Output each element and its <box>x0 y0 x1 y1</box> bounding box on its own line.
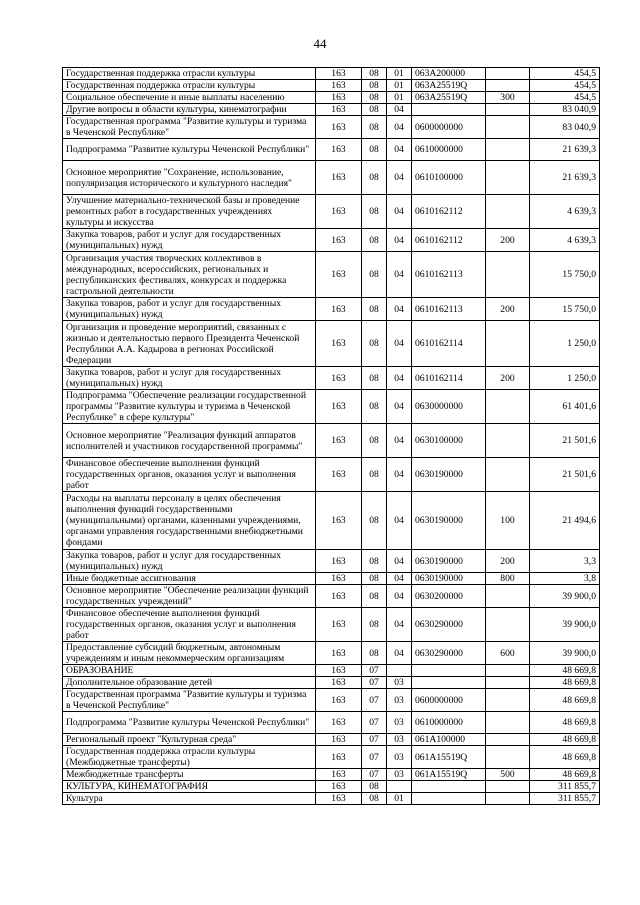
cell-sum: 48 669,8 <box>530 734 600 746</box>
cell-csr: 0600000000 <box>412 116 486 139</box>
cell-rz: 08 <box>362 573 387 585</box>
cell-adm: 163 <box>316 734 362 746</box>
cell-pr: 04 <box>387 195 412 229</box>
table-row <box>63 642 600 665</box>
table-row <box>63 458 600 492</box>
cell-csr: 0630190000 <box>412 550 486 573</box>
cell-rz: 08 <box>362 367 387 390</box>
cell-adm: 163 <box>316 298 362 321</box>
table-row <box>63 746 600 769</box>
cell-sum: 21 639,3 <box>530 161 600 195</box>
cell-vr <box>486 161 530 195</box>
cell-pr: 01 <box>387 92 412 104</box>
table-row <box>63 390 600 424</box>
cell-sum: 21 501,6 <box>530 424 600 458</box>
cell-sum: 4 639,3 <box>530 195 600 229</box>
cell-vr <box>486 781 530 793</box>
cell-adm: 163 <box>316 161 362 195</box>
table-row <box>63 321 600 367</box>
cell-sum: 3,3 <box>530 550 600 573</box>
table-row <box>63 116 600 139</box>
cell-csr: 0630200000 <box>412 585 486 608</box>
cell-sum: 39 900,0 <box>530 608 600 642</box>
cell-pr: 04 <box>387 161 412 195</box>
table-row <box>63 781 600 793</box>
table-row <box>63 298 600 321</box>
cell-sum: 15 750,0 <box>530 252 600 298</box>
cell-vr: 200 <box>486 229 530 252</box>
cell-rz: 08 <box>362 424 387 458</box>
cell-sum: 83 040,9 <box>530 104 600 116</box>
cell-vr <box>486 116 530 139</box>
cell-rz: 08 <box>362 458 387 492</box>
cell-adm: 163 <box>316 458 362 492</box>
cell-csr: 0630190000 <box>412 492 486 550</box>
cell-name: КУЛЬТУРА, КИНЕМАТОГРАФИЯ <box>63 781 316 793</box>
cell-name: Государственная поддержка отрасли культуры (Межбюджетные трансферты) <box>63 746 316 769</box>
cell-rz: 07 <box>362 746 387 769</box>
cell-sum: 21 639,3 <box>530 139 600 161</box>
cell-csr <box>412 665 486 677</box>
cell-sum: 21 494,6 <box>530 492 600 550</box>
cell-name: Основное мероприятие "Обеспечение реализации функций государственных учреждений" <box>63 585 316 608</box>
cell-adm: 163 <box>316 252 362 298</box>
cell-vr <box>486 712 530 734</box>
cell-csr: 0610162112 <box>412 229 486 252</box>
cell-adm: 163 <box>316 793 362 805</box>
cell-name: Подпрограмма "Обеспечение реализации государственной программы "Развитие культуры и туризма в Чеченской Республике" в сфере культуры" <box>63 390 316 424</box>
table-row <box>63 139 600 161</box>
cell-adm: 163 <box>316 608 362 642</box>
table-row <box>63 769 600 781</box>
cell-sum: 39 900,0 <box>530 585 600 608</box>
cell-adm: 163 <box>316 424 362 458</box>
cell-pr <box>387 665 412 677</box>
table-row <box>63 573 600 585</box>
cell-adm: 163 <box>316 689 362 712</box>
cell-rz: 08 <box>362 793 387 805</box>
cell-pr: 03 <box>387 734 412 746</box>
table-row <box>63 492 600 550</box>
cell-csr: 061A15519Q <box>412 746 486 769</box>
cell-adm: 163 <box>316 321 362 367</box>
cell-rz: 08 <box>362 550 387 573</box>
cell-csr: 061A100000 <box>412 734 486 746</box>
cell-name: Закупка товаров, работ и услуг для государственных (муниципальных) нужд <box>63 298 316 321</box>
cell-csr: 0630290000 <box>412 642 486 665</box>
cell-name: Государственная программа "Развитие культуры и туризма в Чеченской Республике" <box>63 116 316 139</box>
cell-rz: 08 <box>362 139 387 161</box>
cell-csr: 0610162113 <box>412 298 486 321</box>
table-row <box>63 68 600 80</box>
cell-csr: 0630290000 <box>412 608 486 642</box>
cell-name: Региональный проект "Культурная среда" <box>63 734 316 746</box>
cell-rz: 08 <box>362 195 387 229</box>
cell-pr: 04 <box>387 252 412 298</box>
cell-vr: 200 <box>486 298 530 321</box>
cell-pr: 03 <box>387 746 412 769</box>
cell-sum: 311 855,7 <box>530 793 600 805</box>
cell-vr <box>486 195 530 229</box>
table-row <box>63 80 600 92</box>
budget-table-body <box>63 68 600 805</box>
cell-name: Организация и проведение мероприятий, связанных с жизнью и деятельностью первого Президента Чеченской Республики А.А. Кадырова в регионах Российской Федерации <box>63 321 316 367</box>
cell-vr <box>486 746 530 769</box>
cell-sum: 48 669,8 <box>530 746 600 769</box>
cell-adm: 163 <box>316 585 362 608</box>
cell-pr: 04 <box>387 367 412 390</box>
cell-name: Дополнительное образование детей <box>63 677 316 689</box>
cell-pr: 04 <box>387 139 412 161</box>
cell-vr <box>486 585 530 608</box>
cell-adm: 163 <box>316 104 362 116</box>
budget-table <box>62 67 600 805</box>
table-row <box>63 585 600 608</box>
cell-pr: 04 <box>387 550 412 573</box>
cell-adm: 163 <box>316 492 362 550</box>
cell-csr: 0610000000 <box>412 712 486 734</box>
cell-name: Финансовое обеспечение выполнения функций государственных органов, оказания услуг и выполнения работ <box>63 458 316 492</box>
cell-rz: 08 <box>362 781 387 793</box>
cell-sum: 1 250,0 <box>530 367 600 390</box>
cell-pr: 01 <box>387 68 412 80</box>
cell-rz: 07 <box>362 677 387 689</box>
table-row <box>63 665 600 677</box>
cell-adm: 163 <box>316 677 362 689</box>
cell-vr: 800 <box>486 573 530 585</box>
cell-csr: 0610162114 <box>412 367 486 390</box>
cell-vr <box>486 104 530 116</box>
cell-sum: 83 040,9 <box>530 116 600 139</box>
cell-pr: 04 <box>387 321 412 367</box>
cell-rz: 07 <box>362 734 387 746</box>
cell-vr: 100 <box>486 492 530 550</box>
cell-vr <box>486 80 530 92</box>
cell-rz: 08 <box>362 68 387 80</box>
cell-pr: 04 <box>387 492 412 550</box>
cell-vr: 300 <box>486 92 530 104</box>
cell-pr: 04 <box>387 298 412 321</box>
cell-vr: 600 <box>486 642 530 665</box>
table-row <box>63 161 600 195</box>
cell-sum: 454,5 <box>530 80 600 92</box>
cell-vr <box>486 677 530 689</box>
table-row <box>63 92 600 104</box>
cell-rz: 08 <box>362 104 387 116</box>
cell-sum: 39 900,0 <box>530 642 600 665</box>
cell-vr <box>486 424 530 458</box>
cell-vr <box>486 608 530 642</box>
cell-csr: 0610162113 <box>412 252 486 298</box>
cell-name: Подпрограмма "Развитие культуры Чеченской Республики" <box>63 712 316 734</box>
cell-csr: 0610162112 <box>412 195 486 229</box>
cell-vr <box>486 665 530 677</box>
cell-name: Межбюджетные трансферты <box>63 769 316 781</box>
cell-rz: 08 <box>362 390 387 424</box>
cell-name: ОБРАЗОВАНИЕ <box>63 665 316 677</box>
cell-vr <box>486 252 530 298</box>
cell-name: Другие вопросы в области культуры, кинематографии <box>63 104 316 116</box>
cell-vr: 200 <box>486 550 530 573</box>
table-row <box>63 793 600 805</box>
cell-rz: 08 <box>362 321 387 367</box>
cell-pr: 03 <box>387 769 412 781</box>
cell-vr <box>486 321 530 367</box>
cell-vr: 500 <box>486 769 530 781</box>
cell-adm: 163 <box>316 781 362 793</box>
cell-csr <box>412 104 486 116</box>
cell-name: Государственная поддержка отрасли культуры <box>63 68 316 80</box>
cell-rz: 08 <box>362 161 387 195</box>
cell-vr <box>486 458 530 492</box>
cell-csr: 0600000000 <box>412 689 486 712</box>
cell-pr: 01 <box>387 793 412 805</box>
cell-adm: 163 <box>316 80 362 92</box>
cell-pr <box>387 781 412 793</box>
cell-pr: 04 <box>387 229 412 252</box>
cell-name: Иные бюджетные ассигнования <box>63 573 316 585</box>
cell-vr <box>486 734 530 746</box>
cell-pr: 03 <box>387 689 412 712</box>
cell-pr: 04 <box>387 573 412 585</box>
cell-adm: 163 <box>316 769 362 781</box>
cell-adm: 163 <box>316 92 362 104</box>
cell-adm: 163 <box>316 68 362 80</box>
cell-sum: 1 250,0 <box>530 321 600 367</box>
cell-rz: 08 <box>362 80 387 92</box>
cell-csr: 0630190000 <box>412 458 486 492</box>
cell-pr: 04 <box>387 458 412 492</box>
cell-rz: 08 <box>362 116 387 139</box>
cell-sum: 4 639,3 <box>530 229 600 252</box>
cell-csr: 0610000000 <box>412 139 486 161</box>
cell-sum: 48 669,8 <box>530 665 600 677</box>
cell-adm: 163 <box>316 665 362 677</box>
cell-pr: 04 <box>387 608 412 642</box>
cell-csr: 063A25519Q <box>412 92 486 104</box>
cell-pr: 04 <box>387 104 412 116</box>
cell-sum: 48 669,8 <box>530 712 600 734</box>
cell-vr <box>486 390 530 424</box>
table-row <box>63 229 600 252</box>
cell-vr <box>486 689 530 712</box>
cell-sum: 454,5 <box>530 92 600 104</box>
cell-name: Основное мероприятие "Реализация функций аппаратов исполнителей и участников государственной программы" <box>63 424 316 458</box>
cell-adm: 163 <box>316 573 362 585</box>
cell-csr: 0630100000 <box>412 424 486 458</box>
cell-name: Подпрограмма "Развитие культуры Чеченской Республики" <box>63 139 316 161</box>
cell-pr: 04 <box>387 116 412 139</box>
cell-name: Государственная программа "Развитие культуры и туризма в Чеченской Республике" <box>63 689 316 712</box>
cell-csr: 0610100000 <box>412 161 486 195</box>
cell-adm: 163 <box>316 367 362 390</box>
table-row <box>63 104 600 116</box>
cell-vr <box>486 793 530 805</box>
cell-csr <box>412 781 486 793</box>
cell-rz: 08 <box>362 492 387 550</box>
cell-sum: 21 501,6 <box>530 458 600 492</box>
table-row <box>63 367 600 390</box>
table-row <box>63 677 600 689</box>
cell-csr: 0630190000 <box>412 573 486 585</box>
cell-rz: 08 <box>362 252 387 298</box>
cell-name: Закупка товаров, работ и услуг для государственных (муниципальных) нужд <box>63 229 316 252</box>
cell-sum: 3,8 <box>530 573 600 585</box>
cell-name: Культура <box>63 793 316 805</box>
cell-pr: 01 <box>387 80 412 92</box>
cell-csr: 063A200000 <box>412 68 486 80</box>
cell-rz: 08 <box>362 642 387 665</box>
cell-adm: 163 <box>316 195 362 229</box>
table-row <box>63 252 600 298</box>
cell-name: Расходы на выплаты персоналу в целях обеспечения выполнения функций государственными (муниципальными) органами, казенными учреждениями, органами управления государственными внебюджетными фондами <box>63 492 316 550</box>
cell-name: Основное мероприятие "Сохранение, использование, популяризация исторического и культурного наследия" <box>63 161 316 195</box>
cell-name: Улучшение материально-технической базы и проведение ремонтных работ в государственных учреждениях культуры и искусства <box>63 195 316 229</box>
cell-pr: 03 <box>387 712 412 734</box>
table-row <box>63 734 600 746</box>
cell-rz: 07 <box>362 689 387 712</box>
cell-rz: 08 <box>362 298 387 321</box>
cell-rz: 07 <box>362 712 387 734</box>
table-row <box>63 608 600 642</box>
cell-csr <box>412 793 486 805</box>
page-number: 44 <box>313 36 327 51</box>
cell-sum: 48 669,8 <box>530 677 600 689</box>
cell-csr: 0610162114 <box>412 321 486 367</box>
cell-name: Социальное обеспечение и иные выплаты населению <box>63 92 316 104</box>
cell-sum: 61 401,6 <box>530 390 600 424</box>
cell-adm: 163 <box>316 116 362 139</box>
cell-adm: 163 <box>316 746 362 769</box>
cell-name: Финансовое обеспечение выполнения функций государственных органов, оказания услуг и выполнения работ <box>63 608 316 642</box>
table-row <box>63 550 600 573</box>
cell-name: Организация участия творческих коллективов в международных, всероссийских, региональных и республиканских фестивалях, конкурсах и поддержка гастрольной деятельности <box>63 252 316 298</box>
cell-sum: 48 669,8 <box>530 769 600 781</box>
cell-sum: 15 750,0 <box>530 298 600 321</box>
cell-rz: 08 <box>362 585 387 608</box>
cell-pr: 03 <box>387 677 412 689</box>
cell-rz: 07 <box>362 665 387 677</box>
cell-csr: 063A25519Q <box>412 80 486 92</box>
cell-rz: 08 <box>362 92 387 104</box>
cell-name: Предоставление субсидий бюджетным, автономным учреждениям и иным некоммерческим организациям <box>63 642 316 665</box>
table-row <box>63 424 600 458</box>
cell-adm: 163 <box>316 139 362 161</box>
cell-rz: 08 <box>362 229 387 252</box>
cell-vr: 200 <box>486 367 530 390</box>
cell-csr: 0630000000 <box>412 390 486 424</box>
cell-rz: 07 <box>362 769 387 781</box>
table-row <box>63 195 600 229</box>
cell-adm: 163 <box>316 390 362 424</box>
cell-rz: 08 <box>362 608 387 642</box>
cell-sum: 48 669,8 <box>530 689 600 712</box>
cell-name: Закупка товаров, работ и услуг для государственных (муниципальных) нужд <box>63 550 316 573</box>
cell-sum: 311 855,7 <box>530 781 600 793</box>
cell-adm: 163 <box>316 229 362 252</box>
cell-vr <box>486 139 530 161</box>
cell-adm: 163 <box>316 550 362 573</box>
cell-csr <box>412 677 486 689</box>
cell-pr: 04 <box>387 585 412 608</box>
cell-vr <box>486 68 530 80</box>
cell-csr: 061A15519Q <box>412 769 486 781</box>
cell-pr: 04 <box>387 642 412 665</box>
cell-adm: 163 <box>316 642 362 665</box>
cell-pr: 04 <box>387 424 412 458</box>
table-row <box>63 712 600 734</box>
cell-pr: 04 <box>387 390 412 424</box>
cell-name: Закупка товаров, работ и услуг для государственных (муниципальных) нужд <box>63 367 316 390</box>
table-row <box>63 689 600 712</box>
cell-sum: 454,5 <box>530 68 600 80</box>
cell-name: Государственная поддержка отрасли культуры <box>63 80 316 92</box>
cell-adm: 163 <box>316 712 362 734</box>
